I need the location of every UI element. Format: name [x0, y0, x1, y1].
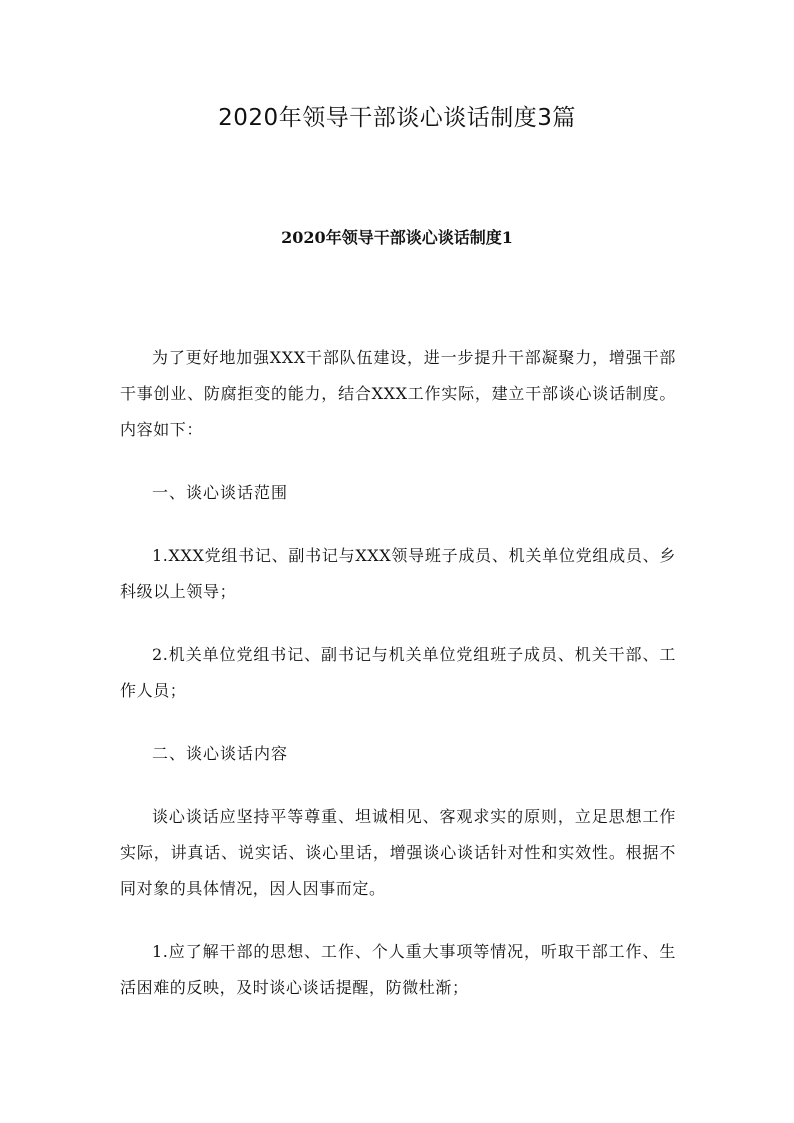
intro-paragraph: 为了更好地加强XXX干部队伍建设，进一步提升干部凝聚力，增强干部干事创业、防腐拒变的能力，结合XXX工作实际，建立干部谈心谈话制度。内容如下：	[120, 348, 676, 439]
document-title: 2020年领导干部谈心谈话制度3篇	[218, 105, 576, 131]
section-heading-scope: 一、谈心谈话范围	[152, 483, 289, 502]
section-heading-content: 二、谈心谈话内容	[152, 744, 289, 763]
scope-item-1: 1.XXX党组书记、副书记与XXX领导班子成员、机关单位党组成员、乡科级以上领导；	[120, 546, 676, 601]
content-paragraph: 谈心谈话应坚持平等尊重、坦诚相见、客观求实的原则，立足思想工作实际，讲真话、说实话、谈心里话，增强谈心谈话针对性和实效性。根据不同对象的具体情况，因人因事而定。	[120, 807, 676, 898]
scope-item-2: 2.机关单位党组书记、副书记与机关单位党组班子成员、机关干部、工作人员；	[120, 645, 676, 700]
document-subtitle: 2020年领导干部谈心谈话制度1	[281, 228, 513, 247]
document-body	[120, 340, 676, 1033]
content-item-1: 1.应了解干部的思想、工作、个人重大事项等情况，听取干部工作、生活困难的反映，及时谈心谈话提醒，防微杜渐；	[120, 942, 676, 997]
